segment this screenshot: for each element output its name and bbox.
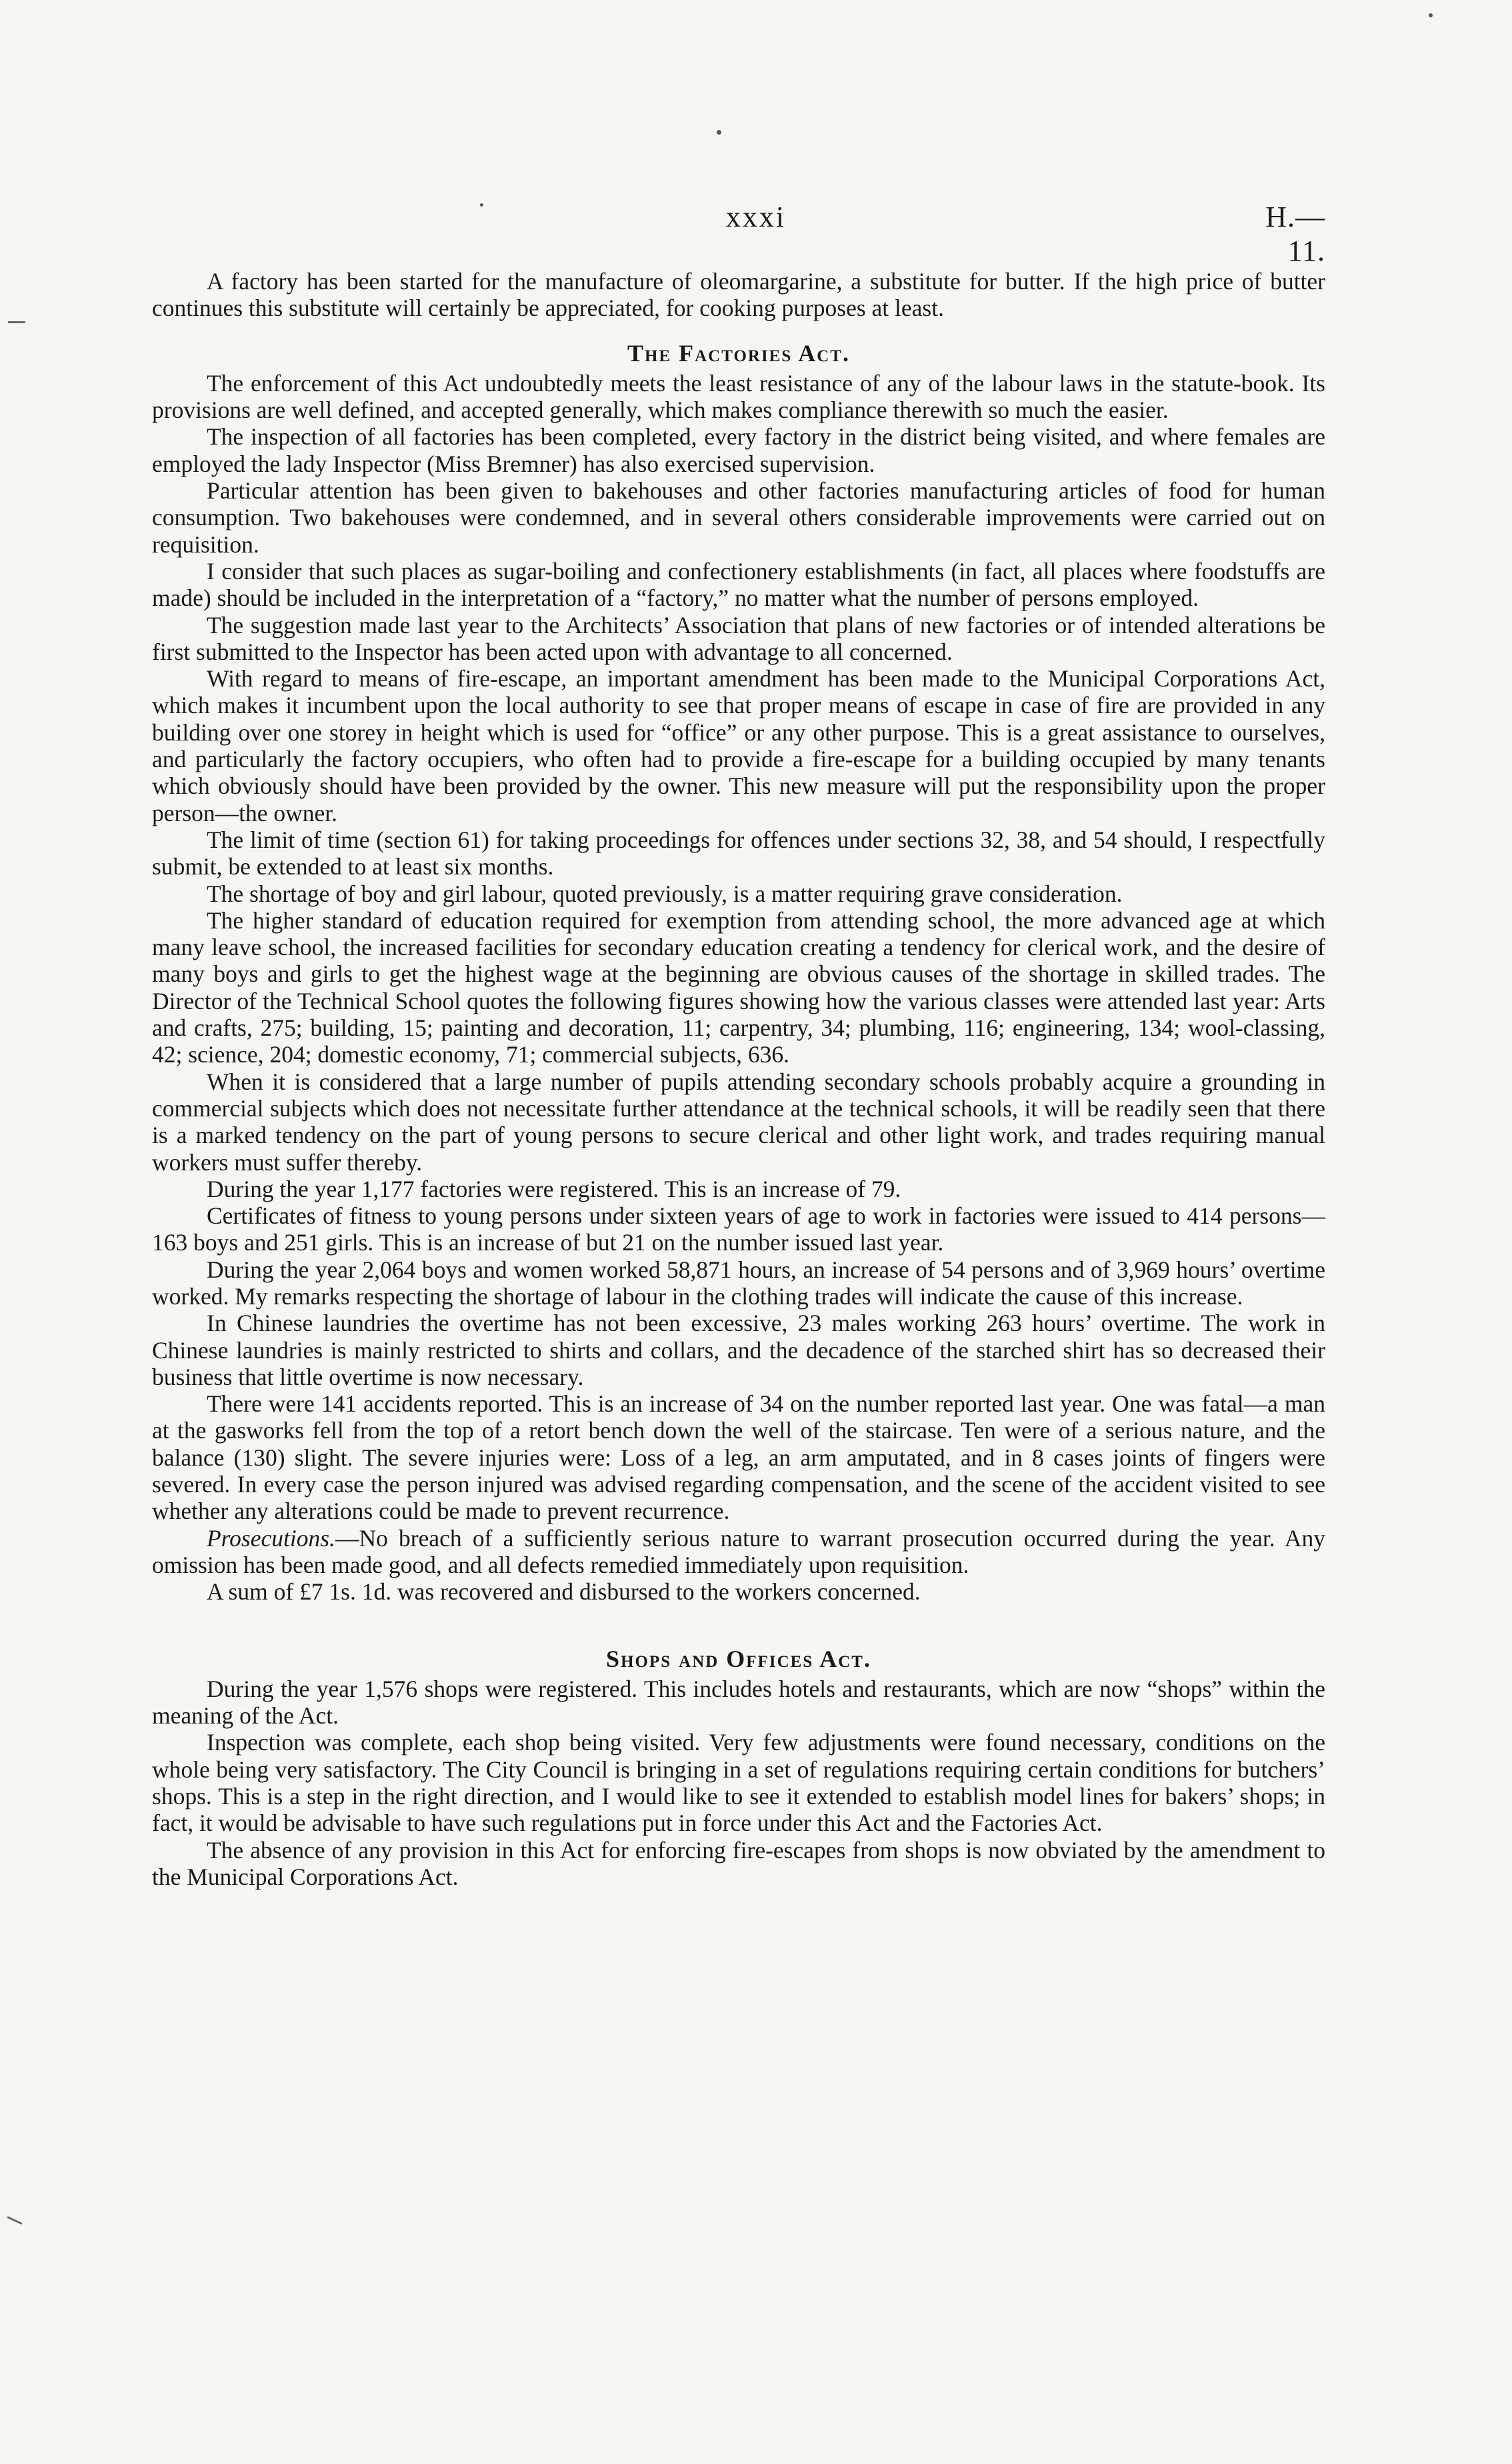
section-heading-factories-act: The Factories Act.	[627, 339, 850, 367]
page-number: xxxi	[725, 201, 787, 233]
prosecutions-text: —No breach of a sufficiently serious nature to warrant prosecution occurred during the year. Any omission has been made good, and all defects remedied immediately upon requisition.	[152, 1524, 1325, 1578]
paragraph: The limit of time (section 61) for taking proceedings for offences under sections 32, 38, and 54 should, I respectfully submit, be extended to at least six months.	[152, 826, 1325, 880]
paragraph: The absence of any provision in this Act for enforcing fire-escapes from shops is now obviated by the amendment to the Municipal Corporations Act.	[152, 1836, 1325, 1890]
paragraph: There were 141 accidents reported. This is an increase of 34 on the number reported last year. One was fatal—a man at the gasworks fell from the top of a retort bench down the well of the staircase. Ten were of a serious nature, and the balance (130) slight. The severe injuries were: Loss of a leg, an arm amputated, and in 8 cases joints of fingers were severed. In every case the person injured was advised regarding compensation, and the scene of the accident visited to see whether any alterations could be made to prevent recurrence.	[152, 1390, 1325, 1525]
paragraph: In Chinese laundries the overtime has not been excessive, 23 males working 263 hours’ overtime. The work in Chinese laundries is mainly restricted to shirts and collars, and the decadence of the starched shirt has so decreased their business that little overtime is now necessary.	[152, 1310, 1325, 1390]
paragraph: The enforcement of this Act undoubtedly meets the least resistance of any of the labour laws in the statute-book. Its provisions are well defined, and accepted generally, which makes compliance therewith so much the easier.	[152, 369, 1325, 424]
paragraph: The higher standard of education required for exemption from attending school, the more advanced age at which many leave school, the increased facilities for secondary education creating a tendency for clerical work, and the desire of many boys and girls to get the highest wage at the beginning are obvious causes of the shortage in skilled trades. The Director of the Technical School quotes the following figures showing how the various classes were attended last year: Arts and crafts, 275; building, 15; painting and decoration, 11; carpentry, 34; plumbing, 116; engineering, 134; wool-classing, 42; science, 204; domestic economy, 71; commercial subjects, 636.	[152, 906, 1325, 1068]
factories-act-section	[152, 370, 1325, 1606]
paragraph: I consider that such places as sugar-boiling and confectionery establishments (in fact, all places where foodstuffs are made) should be included in the interpretation of a “factory,” no matter what the number of persons employed.	[152, 557, 1325, 612]
paragraph: During the year 2,064 boys and women worked 58,871 hours, an increase of 54 persons and of 3,969 hours’ overtime worked. My remarks respecting the shortage of labour in the clothing trades will indicate the cause of this increase.	[152, 1256, 1325, 1310]
paragraph: The inspection of all factories has been completed, every factory in the district being visited, and where females are employed the lady Inspector (Miss Bremner) has also exercised supervision.	[152, 423, 1325, 477]
paragraph: The suggestion made last year to the Architects’ Association that plans of new factories or of intended alterations be first submitted to the Inspector has been acted upon with advantage to all concerned.	[152, 611, 1325, 665]
scan-speck	[1429, 13, 1433, 17]
paragraph: During the year 1,177 factories were registered. This is an increase of 79.	[207, 1175, 901, 1202]
scan-speck	[717, 130, 721, 135]
paragraph: When it is considered that a large number of pupils attending secondary schools probably acquire a grounding in commercial subjects which does not necessitate further attendance at the technical schools, it will be readily seen that there is a marked tendency on the part of young persons to secure clerical and other light work, and trades requiring manual workers must suffer thereby.	[152, 1068, 1325, 1176]
paragraph: With regard to means of fire-escape, an important amendment has been made to the Municipal Corporations Act, which makes it incumbent upon the local authority to see that proper means of escape in case of fire are provided in any building over one storey in height which is used for “office” or any other purpose. This is a great assistance to ourselves, and particularly the factory occupiers, who often had to provide a fire-escape for a building occupied by many tenants which obviously should have been provided by the owner. This new measure will put the responsibility upon the proper person—the owner.	[152, 665, 1325, 826]
document-body	[152, 268, 1325, 1890]
paragraph: Particular attention has been given to bakehouses and other factories manufacturing articles of food for human consumption. Two bakehouses were condemned, and in several others considerable improvements were carried out on requisition.	[152, 477, 1325, 558]
document-reference: H.—11.	[1265, 201, 1325, 267]
paragraph: The shortage of boy and girl labour, quoted previously, is a matter requiring grave consideration.	[207, 880, 1123, 907]
prosecutions-paragraph	[152, 1525, 1325, 1579]
intro-paragraph: A factory has been started for the manufacture of oleomargarine, a substitute for butter. If the high price of butter continues this substitute will certainly be appreciated, for cooking purposes at least.	[152, 268, 1325, 322]
run-in-heading: Prosecutions.	[207, 1524, 335, 1552]
paragraph: A sum of £7 1s. 1d. was recovered and disbursed to the workers concerned.	[207, 1578, 921, 1606]
shops-act-section	[152, 1676, 1325, 1890]
paragraph: During the year 1,576 shops were registered. This includes hotels and restaurants, which are now “shops” within the meaning of the Act.	[152, 1675, 1325, 1730]
section-heading-shops-act: Shops and Offices Act.	[606, 1645, 871, 1672]
margin-mark	[7, 2216, 22, 2225]
margin-mark	[8, 321, 25, 323]
paragraph: Inspection was complete, each shop being visited. Very few adjustments were found necessary, conditions on the whole being very satisfactory. The City Council is bringing in a set of regulations requiring certain conditions for butchers’ shops. This is a step in the right direction, and I would like to see it extended to establish model lines for bakers’ shops; in fact, it would be advisable to have such regulations put in force under this Act and the Factories Act.	[152, 1729, 1325, 1837]
paragraph: Certificates of fitness to young persons under sixteen years of age to work in factories were issued to 414 persons—163 boys and 251 girls. This is an increase of but 21 on the number issued last year.	[152, 1202, 1325, 1256]
